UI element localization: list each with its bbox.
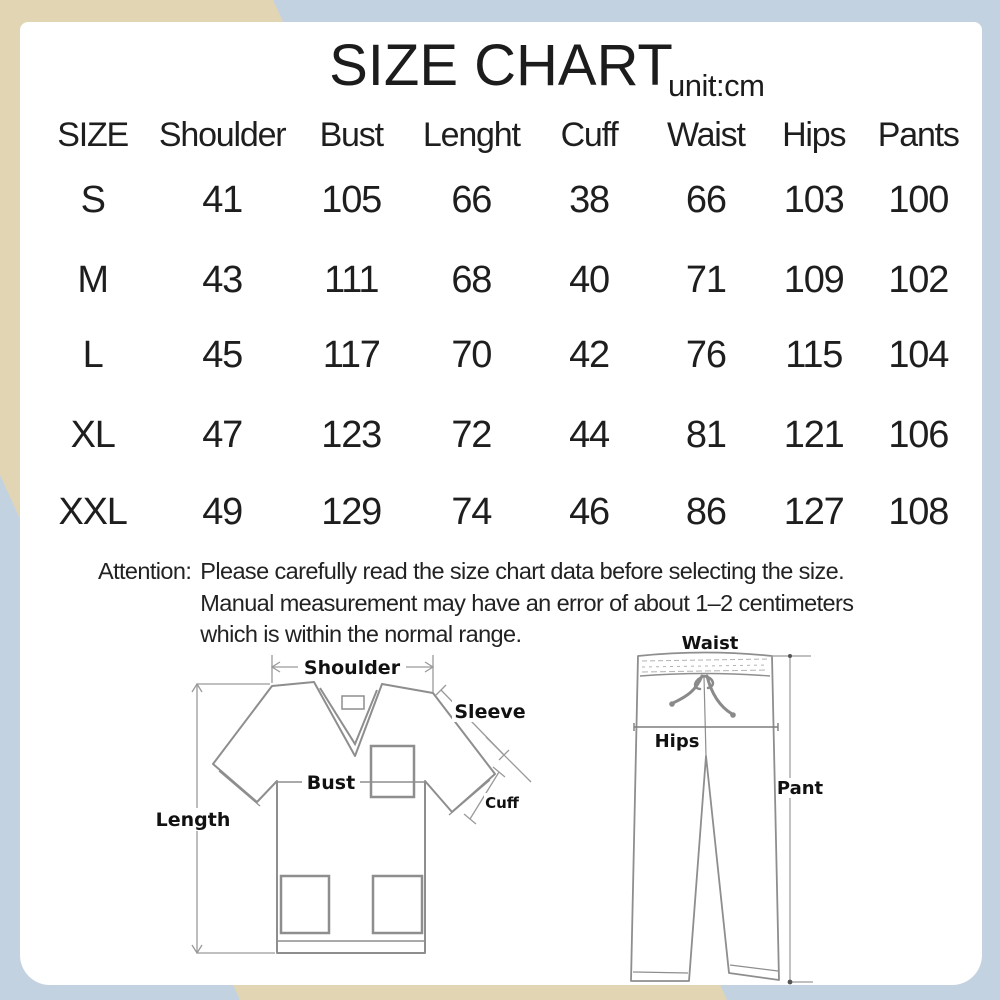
scrub-top-diagram (140, 650, 580, 1000)
cell: 40 (569, 259, 609, 301)
pant-dim-label: Pant (776, 778, 824, 799)
size-label: L (82, 334, 103, 376)
title-row (20, 33, 982, 106)
cell: 104 (888, 334, 949, 376)
column-header-cuff: Cuff (560, 116, 618, 154)
cell: 42 (569, 334, 609, 376)
column-header-size: SIZE (57, 116, 129, 154)
cell: 76 (685, 334, 726, 376)
cell: 47 (202, 414, 243, 456)
cell: 115 (785, 334, 843, 376)
column-header-waist: Waist (666, 116, 745, 154)
cell: 49 (202, 491, 243, 533)
size-chart-card (20, 22, 982, 985)
cell: 127 (783, 491, 844, 533)
size-label: M (77, 259, 108, 301)
waist-dim-label: Waist (681, 633, 739, 654)
cell: 81 (685, 414, 726, 456)
cell: 117 (322, 334, 380, 376)
size-label: XL (70, 414, 115, 456)
attention-text: Please carefully read the size chart data before selecting the size. Manual measurement may have an error of about 1–2 centimeters which is within the normal range. (200, 558, 854, 647)
cell: 121 (783, 414, 844, 456)
cell: 38 (569, 179, 609, 221)
cell: 105 (321, 179, 382, 221)
cell: 108 (888, 491, 949, 533)
cell: 103 (783, 179, 844, 221)
length-dim-label: Length (155, 809, 231, 831)
table-row-m (30, 257, 972, 303)
cell: 41 (202, 179, 243, 221)
cell: 66 (451, 179, 492, 221)
size-label: S (80, 179, 105, 221)
cell: 44 (569, 414, 609, 456)
cell: 102 (888, 259, 949, 301)
cell: 66 (685, 179, 726, 221)
cell: 106 (888, 414, 949, 456)
table-row-l (30, 332, 972, 378)
cell: 74 (451, 491, 492, 533)
shoulder-dim-label: Shoulder (303, 657, 401, 679)
cell: 46 (569, 491, 609, 533)
table-row-s (30, 177, 972, 223)
cell: 45 (202, 334, 243, 376)
column-header-length: Lenght (422, 116, 520, 154)
unit-label: unit:cm (668, 68, 765, 103)
column-header-bust: Bust (319, 116, 383, 154)
hips-dim-label: Hips (654, 731, 700, 752)
table-row-xl (30, 412, 972, 458)
cell: 123 (321, 414, 382, 456)
cell: 100 (888, 179, 949, 221)
column-header-shoulder: Shoulder (158, 116, 286, 154)
bust-dim-label: Bust (306, 772, 356, 794)
cell: 68 (451, 259, 492, 301)
cell: 111 (324, 259, 379, 301)
cell: 72 (451, 414, 492, 456)
cell: 129 (321, 491, 382, 533)
cell: 71 (685, 259, 726, 301)
size-label: XXL (58, 491, 127, 533)
cell: 43 (202, 259, 243, 301)
table-header-row (30, 112, 972, 158)
cuff-dim-label: Cuff (485, 794, 519, 812)
pants-diagram (600, 630, 840, 990)
table-row-xxl (30, 489, 972, 535)
column-header-pants: Pants (877, 116, 959, 154)
sleeve-dim-label: Sleeve (454, 701, 526, 723)
page-title: SIZE CHART (329, 33, 673, 98)
column-header-hips: Hips (782, 116, 846, 154)
cell: 70 (451, 334, 492, 376)
cell: 86 (685, 491, 726, 533)
cell: 109 (783, 259, 844, 301)
attention-label: Attention: (98, 558, 192, 584)
